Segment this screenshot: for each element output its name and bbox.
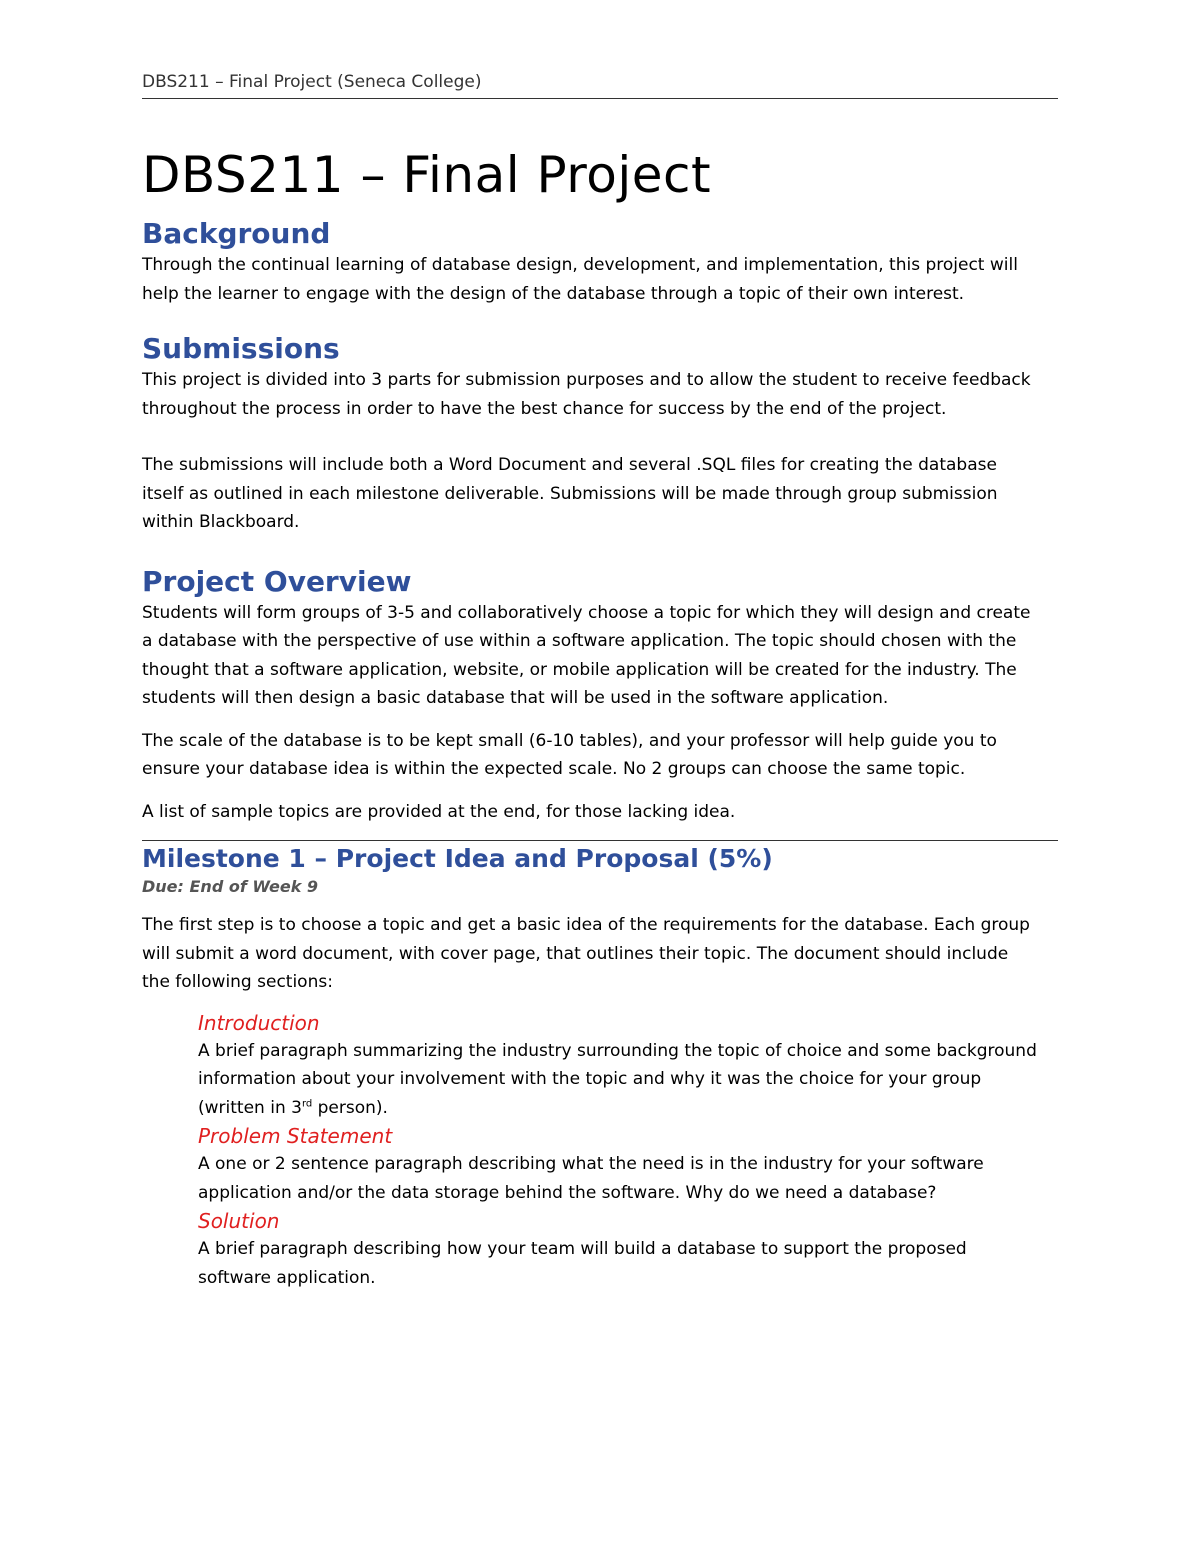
- solution-line-2: software application.: [198, 1267, 376, 1288]
- introduction-line-3-sup: rd: [301, 1097, 313, 1109]
- milestone-1-intro-line-3: the following sections:: [142, 972, 333, 992]
- submissions-paragraph-1: [142, 366, 1058, 423]
- heading-background: Background: [142, 217, 331, 250]
- milestone-1-intro-line-2: will submit a word document, with cover page, that outlines their topic. The document should include: [142, 943, 1009, 964]
- overview-p1-line-3: thought that a software application, website, or mobile application will be created for the industry. The: [142, 659, 1017, 680]
- overview-p1-line-2: a database with the perspective of use within a software application. The topic should chosen with the: [142, 631, 1017, 651]
- milestone-1-sections: [198, 1009, 1058, 1293]
- submissions-p1-line-1: This project is divided into 3 parts for submission purposes and to allow the student to receive feedback: [142, 370, 1031, 390]
- milestone-1-section: [142, 840, 1058, 1292]
- introduction-line-2: information about your involvement with the topic and why it was the choice for your group: [198, 1069, 982, 1089]
- overview-paragraph-1: [142, 599, 1058, 713]
- document-page: [142, 72, 1058, 1292]
- overview-p1-line-1: Students will form groups of 3-5 and collaboratively choose a topic for which they will design and create: [142, 602, 1031, 623]
- overview-p2-line-1: The scale of the database is to be kept small (6-10 tables), and your professor will help guide you to: [142, 730, 997, 751]
- overview-p1-line-4: students will then design a basic database that will be used in the software application.: [142, 688, 889, 708]
- milestone-1-due: Due: End of Week 9: [142, 877, 319, 896]
- document-title: DBS211 – Final Project: [142, 146, 712, 204]
- milestone-1-intro-line-1: The first step is to choose a topic and get a basic idea of the requirements for the database. Each group: [142, 915, 1030, 935]
- solution-line-1: A brief paragraph describing how your team will build a database to support the proposed: [198, 1239, 967, 1259]
- background-paragraph: [142, 251, 1058, 308]
- problem-line-1: A one or 2 sentence paragraph describing what the need is in the industry for your software: [198, 1154, 984, 1174]
- subheading-solution: Solution: [198, 1209, 280, 1233]
- problem-line-2: application and/or the data storage behind the software. Why do we need a database?: [198, 1182, 937, 1203]
- introduction-paragraph: [198, 1037, 1058, 1123]
- subheading-introduction: Introduction: [198, 1010, 320, 1035]
- overview-paragraph-2: [142, 727, 1058, 784]
- submissions-p1-line-2: throughout the process in order to have the best chance for success by the end of the project.: [142, 398, 947, 419]
- heading-submissions: Submissions: [142, 332, 340, 365]
- background-line-2: help the learner to engage with the design of the database through a topic of their own interest.: [142, 283, 965, 304]
- milestone-1-intro-paragraph: [142, 911, 1058, 997]
- introduction-line-3-pre: (written in 3: [198, 1097, 302, 1118]
- overview-paragraph-3: [142, 798, 1058, 827]
- submissions-paragraph-2: [142, 451, 1058, 537]
- introduction-line-3-post: person).: [312, 1097, 388, 1118]
- overview-p2-line-2: ensure your database idea is within the expected scale. No 2 groups can choose the same topic.: [142, 759, 966, 779]
- heading-project-overview: Project Overview: [142, 564, 412, 598]
- submissions-p2-line-3: within Blackboard.: [142, 512, 300, 532]
- introduction-line-1: A brief paragraph summarizing the industry surrounding the topic of choice and some background: [198, 1040, 1037, 1061]
- submissions-p2-line-2: itself as outlined in each milestone deliverable. Submissions will be made through group submission: [142, 483, 998, 504]
- overview-p3-line-1: A list of sample topics are provided at the end, for those lacking idea.: [142, 801, 736, 822]
- background-line-1: Through the continual learning of database design, development, and implementation, this project will: [142, 255, 1018, 275]
- running-header: DBS211 – Final Project (Seneca College): [142, 72, 1058, 99]
- heading-milestone-1: Milestone 1 – Project Idea and Proposal (5%): [142, 844, 773, 873]
- subheading-problem-statement: Problem Statement: [198, 1124, 393, 1148]
- problem-statement-paragraph: [198, 1150, 1058, 1207]
- submissions-p2-line-1: The submissions will include both a Word Document and several .SQL files for creating the database: [142, 455, 997, 475]
- solution-paragraph: [198, 1235, 1058, 1292]
